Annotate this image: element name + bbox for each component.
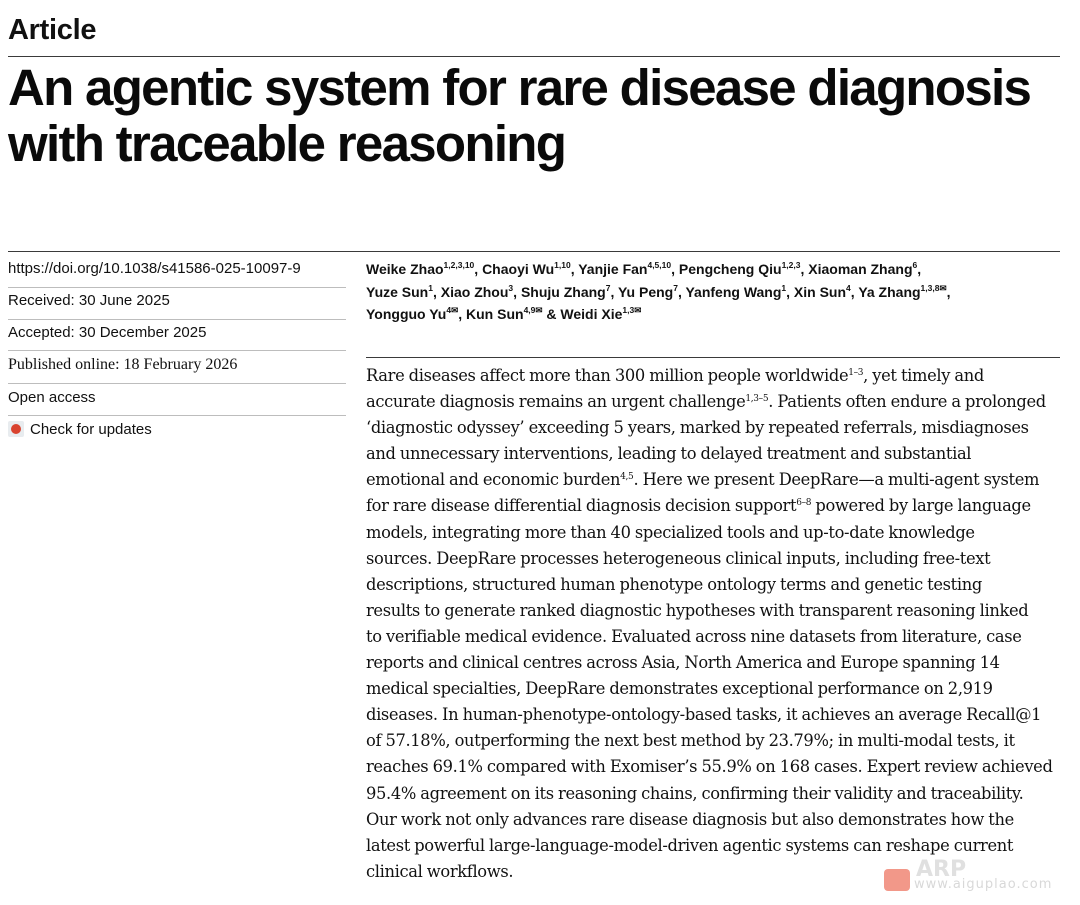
abstract-line: for rare disease differential diagnosis decision support$^{6-8}$ powered by large language bbox=[366, 496, 1031, 516]
abstract-line: Our work not only advances rare disease diagnosis but also demonstrates how the bbox=[366, 809, 1014, 829]
abstract-line: Rare diseases affect more than 300 million people worldwide$^{1-3}$, yet timely and bbox=[366, 366, 984, 385]
abstract bbox=[366, 363, 1066, 885]
author-name[interactable]: Chaoyi Wu bbox=[482, 261, 555, 277]
abstract-line: 95.4% agreement on its reasoning chains, confirming their validity and traceability. bbox=[366, 783, 1024, 803]
author-list: Weike Zhao$^{1,2,3,10}$, Chaoyi Wu$^{1,10}$, Yanjie Fan$^{4,5,10}$, Pengcheng Qiu$^{1,2,3}$, Xiaoman Zhang$^6$, Yuze Sun$^1$, Xiao Zhou$^3$, Shuju Zhang$^7$, Yu Peng$^7$, Yanfeng Wang$^1$, Xin Sun$^4$, Ya Zhang$^{1,3,8✉}$, Yongguo $Yu^{4✉}$, Kun Sun$^{4,9✉}$ & Weidi Xie$^{1,3✉}$ bbox=[366, 260, 951, 322]
section-label: Article bbox=[8, 14, 97, 46]
meta-divider bbox=[8, 383, 346, 384]
abstract-line: and unnecessary interventions, leading to delayed treatment and substantial bbox=[366, 444, 972, 464]
author-affiliation: 1 bbox=[428, 282, 433, 293]
abstract-line: of 57.18%, outperforming the next best method by 23.79%; in multi-modal tests, it bbox=[366, 731, 1015, 751]
meta-divider bbox=[8, 287, 346, 288]
author-name[interactable]: Ya Zhang bbox=[858, 283, 921, 300]
published-date: Published online: 18 February 2026 bbox=[8, 356, 238, 373]
author-name[interactable]: Xiaoman Zhang bbox=[808, 261, 913, 277]
title-line-2: with traceable reasoning bbox=[8, 115, 566, 172]
watermark-url: www.aiguplao.com bbox=[914, 877, 1053, 892]
abstract-line: diseases. In human-phenotype-ontology-based tasks, it achieves an average Recall@1 bbox=[366, 705, 1042, 725]
citation-ref[interactable]: 4,5 bbox=[620, 472, 634, 483]
citation-ref[interactable]: 1–3 bbox=[848, 368, 864, 378]
author-affiliation: 1,2,3,10 bbox=[443, 260, 475, 270]
accepted-date: Accepted: 30 December 2025 bbox=[8, 324, 207, 341]
abstract-line: models, integrating more than 40 specialized tools and up-to-date knowledge bbox=[366, 522, 975, 542]
abstract-line: sources. DeepRare processes heterogeneous clinical inputs, including free-text bbox=[366, 548, 991, 568]
abstract-line: clinical workflows. bbox=[366, 861, 514, 881]
author-name[interactable]: Weike Zhao bbox=[366, 261, 444, 277]
author-name[interactable]: Yongguo Yu bbox=[366, 306, 447, 322]
author-affiliation: 7 bbox=[673, 282, 678, 293]
author-affiliation: 4,5,10 bbox=[647, 260, 672, 270]
author-affiliation: 1,2,3 bbox=[781, 260, 801, 270]
author-affiliation: 3 bbox=[508, 282, 514, 293]
author-affiliation: 1,10 bbox=[554, 260, 571, 270]
author-affiliation: 4,9✉ bbox=[523, 305, 543, 315]
title-line-1: An agentic system for rare disease diagnosis bbox=[8, 59, 1031, 116]
citation-ref[interactable]: 1,3–5 bbox=[745, 394, 769, 405]
meta-top-rule bbox=[8, 251, 1060, 252]
citation-ref[interactable]: 6–8 bbox=[796, 498, 812, 509]
author-name[interactable]: Shuju Zhang bbox=[520, 283, 606, 300]
doi-link[interactable]: https://doi.org/10.1038/s41586-025-10097-9 bbox=[8, 260, 301, 277]
meta-divider bbox=[8, 415, 346, 416]
author-name[interactable]: Yu Peng bbox=[617, 283, 674, 300]
author-name[interactable]: Kun Sun bbox=[466, 306, 524, 322]
check-updates-label: Check for updates bbox=[30, 421, 152, 438]
header-rule bbox=[8, 56, 1060, 57]
author-name[interactable]: Yanfeng Wang bbox=[685, 283, 782, 300]
meta-divider bbox=[8, 350, 346, 351]
author-affiliation: 4✉ bbox=[446, 305, 459, 315]
watermark-logo-icon bbox=[884, 869, 910, 891]
author-name[interactable]: Xiao Zhou bbox=[440, 283, 509, 300]
abstract-line: results to generate ranked diagnostic hypotheses with transparent reasoning linked bbox=[366, 600, 1029, 620]
author-affiliation: 6 bbox=[912, 260, 918, 270]
abstract-line: emotional and economic burden$^{4,5}$. Here we present DeepRare—a multi-agent system bbox=[366, 470, 1040, 490]
check-updates-link[interactable] bbox=[8, 421, 152, 438]
author-affiliation: 1,3,8✉ bbox=[920, 282, 947, 293]
check-updates-icon bbox=[8, 421, 24, 437]
author-name[interactable]: Yanjie Fan bbox=[578, 261, 648, 277]
watermark-brand: ARP bbox=[916, 857, 967, 882]
received-date: Received: 30 June 2025 bbox=[8, 292, 170, 309]
watermark bbox=[870, 857, 1070, 897]
abstract-line: accurate diagnosis remains an urgent challenge$^{1,3-5}$. Patients often endure a prolonged bbox=[366, 392, 1046, 412]
article-title bbox=[8, 60, 1074, 172]
author-affiliation: 4 bbox=[846, 282, 851, 293]
author-name[interactable]: Yuze Sun bbox=[366, 283, 429, 300]
abstract-line: to verifiable medical evidence. Evaluated across nine datasets from literature, case bbox=[366, 626, 1022, 646]
abstract-line: descriptions, structured human phenotype ontology terms and genetic testing bbox=[366, 574, 982, 594]
author-affiliation: 1 bbox=[781, 282, 787, 293]
meta-divider bbox=[8, 319, 346, 320]
abstract-line: medical specialties, DeepRare demonstrates exceptional performance on 2,919 bbox=[366, 679, 993, 699]
author-name[interactable]: Pengcheng Qiu bbox=[678, 261, 782, 277]
author-name[interactable]: Weidi Xie bbox=[560, 306, 623, 322]
author-affiliation: 7 bbox=[605, 282, 611, 293]
abstract-line: ‘diagnostic odyssey’ exceeding 5 years, marked by repeated referrals, misdiagnoses bbox=[366, 418, 1029, 438]
author-name[interactable]: Xin Sun bbox=[793, 283, 847, 300]
abstract-line: reports and clinical centres across Asia, North America and Europe spanning 14 bbox=[366, 653, 1000, 673]
abstract-rule bbox=[366, 357, 1060, 358]
open-access-label: Open access bbox=[8, 389, 96, 406]
abstract-line: reaches 69.1% compared with Exomiser’s 55.9% on 168 cases. Expert review achieved bbox=[366, 757, 1053, 777]
author-affiliation: 1,3✉ bbox=[622, 305, 642, 315]
abstract-line: latest powerful large-language-model-driven agentic systems can reshape current bbox=[366, 835, 1014, 855]
